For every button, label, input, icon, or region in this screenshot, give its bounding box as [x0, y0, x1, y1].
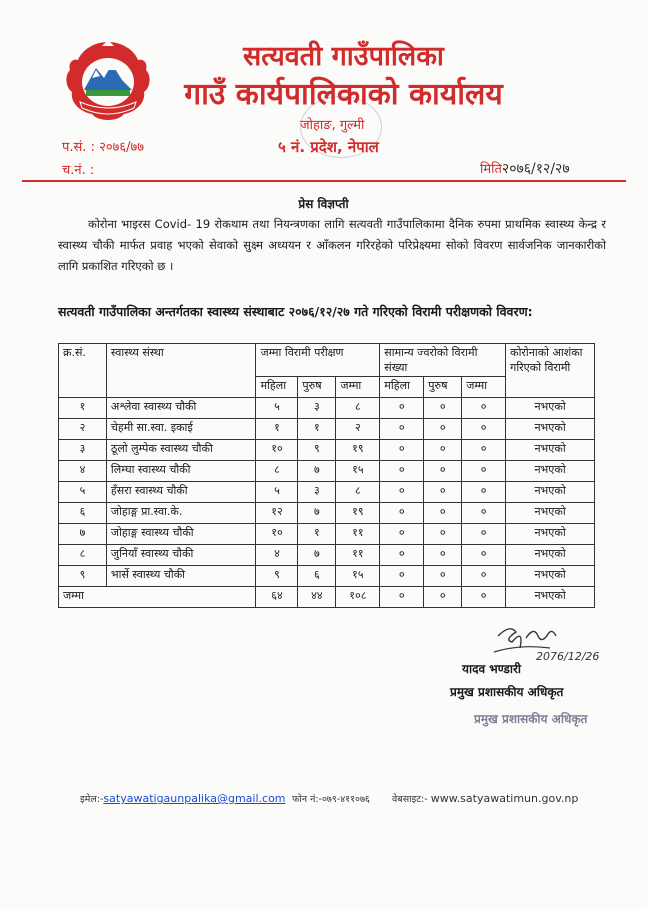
- row-female: ८: [256, 461, 298, 482]
- designation-stamp: प्रमुख प्रशासकीय अधिकृत: [474, 712, 588, 726]
- signer-name: यादव भण्डारी: [462, 662, 521, 676]
- row-female: ४: [256, 545, 298, 566]
- row-fever-male: ०: [424, 440, 462, 461]
- row-total: २: [336, 419, 380, 440]
- row-fever-male: ०: [424, 524, 462, 545]
- table-row: [59, 419, 595, 440]
- row-male: ३: [298, 398, 336, 419]
- total-corona: नभएको: [506, 587, 595, 608]
- header-divider: [22, 180, 626, 182]
- row-fever-male: ०: [424, 461, 462, 482]
- header-total-examined: जम्मा विरामी परीक्षण: [256, 344, 380, 377]
- table-row: [59, 566, 595, 587]
- row-male: ६: [298, 566, 336, 587]
- row-female: १०: [256, 524, 298, 545]
- address-line1: जोहाङ, गुल्मी: [300, 118, 365, 133]
- footer-phone: फोन नं:-०७९-४११०७६: [292, 794, 370, 805]
- row-fever-male: ०: [424, 503, 462, 524]
- website-label: वेबसाइट:-: [392, 794, 428, 805]
- total-male: ४४: [298, 587, 336, 608]
- website-link[interactable]: www.satyawatimun.gov.np: [430, 792, 579, 805]
- row-total: ११: [336, 524, 380, 545]
- row-institution: ठूलो लुम्पेक स्वास्थ्य चौकी: [106, 440, 256, 461]
- header-total: जम्मा: [462, 377, 506, 398]
- row-fever-total: ०: [462, 398, 506, 419]
- row-female: १: [256, 419, 298, 440]
- row-fever-total: ०: [462, 461, 506, 482]
- patient-examination-table: [58, 343, 595, 608]
- row-fever-total: ०: [462, 566, 506, 587]
- row-fever-male: ०: [424, 398, 462, 419]
- email-link[interactable]: satyawatigaunpalika@gmail.com: [103, 792, 286, 805]
- table-row: [59, 545, 595, 566]
- row-fever-female: ०: [380, 461, 424, 482]
- dispatch-number: च.नं. :: [62, 163, 95, 178]
- row-male: ७: [298, 461, 336, 482]
- table-title: सत्यवती गाउँपालिका अन्तर्गतका स्वास्थ्य संस्थाबाट २०७६/१२/२७ गते गरिएको विरामी परीक्षणको विवरण:: [58, 304, 533, 319]
- row-sn: २: [59, 419, 107, 440]
- row-fever-female: ०: [380, 482, 424, 503]
- row-male: १: [298, 419, 336, 440]
- table-row: [59, 440, 595, 461]
- signer-title: प्रमुख प्रशासकीय अधिकृत: [450, 685, 564, 699]
- total-fever-female: ०: [380, 587, 424, 608]
- header-institution: स्वास्थ्य संस्था: [106, 344, 256, 398]
- row-institution: लिम्घा स्वास्थ्य चौकी: [106, 461, 256, 482]
- header-fever-patients: सामान्य ज्वरोको विरामी संख्या: [380, 344, 506, 377]
- total-female: ६४: [256, 587, 298, 608]
- row-fever-female: ०: [380, 503, 424, 524]
- header-female: महिला: [380, 377, 424, 398]
- total-label: जम्मा: [59, 587, 256, 608]
- table-row: [59, 461, 595, 482]
- letter-number: प.सं. : २०७६/७७: [62, 140, 145, 155]
- row-corona: नभएको: [506, 482, 595, 503]
- row-institution: भार्से स्वास्थ्य चौकी: [106, 566, 256, 587]
- row-corona: नभएको: [506, 398, 595, 419]
- row-total: ८: [336, 398, 380, 419]
- header-corona-suspect: कोरोनाको आशंका गरिएको विरामी: [506, 344, 595, 398]
- row-sn: ६: [59, 503, 107, 524]
- row-male: ७: [298, 503, 336, 524]
- signature-date: 2076/12/26: [536, 650, 600, 663]
- table-total-row: [59, 587, 595, 608]
- handwritten-signature: [490, 618, 605, 666]
- row-corona: नभएको: [506, 419, 595, 440]
- row-institution: हँसरा स्वास्थ्य चौकी: [106, 482, 256, 503]
- row-total: ८: [336, 482, 380, 503]
- row-fever-male: ०: [424, 482, 462, 503]
- date-value: २०७६/१२/२७: [501, 161, 570, 177]
- row-sn: ८: [59, 545, 107, 566]
- row-male: ९: [298, 440, 336, 461]
- row-corona: नभएको: [506, 503, 595, 524]
- row-institution: चेहमी सा.स्वा. इकाई: [106, 419, 256, 440]
- header-male: पुरुष: [424, 377, 462, 398]
- email-label: इमेल:-: [80, 794, 104, 805]
- row-corona: नभएको: [506, 461, 595, 482]
- press-release-paragraph: कोरोना भाइरस Covid- 19 रोकथाम तथा नियन्त्रणका लागि सत्यवती गाउँपालिकामा दैनिक रुपमा प्राथमिक स्वास्थ्य केन्द्र र स्वास्थ्य चौकी मार्फत प्रवाह भएको सेवाको सुक्ष्म अध्ययन र आँकलन गरिरहेको परिप्रेक्ष्यमा सोको विवरण सार्वजनिक जानकारीको लागि प्रकाशित गरिएको छ ।: [58, 217, 606, 273]
- row-sn: १: [59, 398, 107, 419]
- row-sn: ३: [59, 440, 107, 461]
- footer-email: [80, 792, 286, 805]
- row-corona: नभएको: [506, 440, 595, 461]
- date-field: [480, 159, 570, 178]
- header-male: पुरुष: [298, 377, 336, 398]
- row-corona: नभएको: [506, 545, 595, 566]
- office-title-line2: गाउँ कार्यपालिकाको कार्यालय: [184, 77, 503, 112]
- address-line2: ५ नं. प्रदेश, नेपाल: [278, 138, 379, 156]
- row-fever-female: ०: [380, 398, 424, 419]
- row-sn: ९: [59, 566, 107, 587]
- header-total: जम्मा: [336, 377, 380, 398]
- row-fever-total: ०: [462, 503, 506, 524]
- row-total: १९: [336, 503, 380, 524]
- header-sn: क्र.सं.: [59, 344, 107, 398]
- row-institution: अश्लेवा स्वास्थ्य चौकी: [106, 398, 256, 419]
- table-row: [59, 503, 595, 524]
- table-row: [59, 398, 595, 419]
- table-row: [59, 524, 595, 545]
- row-total: १९: [336, 440, 380, 461]
- row-institution: जुनियाँ स्वास्थ्य चौकी: [106, 545, 256, 566]
- row-male: ७: [298, 545, 336, 566]
- row-fever-male: ०: [424, 419, 462, 440]
- row-female: ५: [256, 398, 298, 419]
- office-title-line1: सत्यवती गाउँपालिका: [243, 41, 444, 72]
- row-female: ९: [256, 566, 298, 587]
- row-fever-male: ०: [424, 566, 462, 587]
- row-male: १: [298, 524, 336, 545]
- row-fever-male: ०: [424, 545, 462, 566]
- row-institution: जोहाङ्ग स्वास्थ्य चौकी: [106, 524, 256, 545]
- row-male: ३: [298, 482, 336, 503]
- row-total: १५: [336, 566, 380, 587]
- total-fever-male: ०: [424, 587, 462, 608]
- row-female: १०: [256, 440, 298, 461]
- row-sn: ४: [59, 461, 107, 482]
- total-fever-total: ०: [462, 587, 506, 608]
- row-fever-total: ०: [462, 482, 506, 503]
- row-corona: नभएको: [506, 524, 595, 545]
- row-corona: नभएको: [506, 566, 595, 587]
- row-fever-total: ०: [462, 419, 506, 440]
- row-fever-total: ०: [462, 440, 506, 461]
- header-female: महिला: [256, 377, 298, 398]
- date-label: मिति: [480, 162, 502, 177]
- row-fever-female: ०: [380, 566, 424, 587]
- row-female: ५: [256, 482, 298, 503]
- row-sn: ७: [59, 524, 107, 545]
- row-fever-female: ०: [380, 440, 424, 461]
- press-release-heading: प्रेस विज्ञप्ती: [298, 197, 349, 211]
- row-fever-total: ०: [462, 545, 506, 566]
- row-institution: जोहाङ्ग प्रा.स्वा.के.: [106, 503, 256, 524]
- table-row: [59, 482, 595, 503]
- row-total: ११: [336, 545, 380, 566]
- row-fever-female: ०: [380, 419, 424, 440]
- row-total: १५: [336, 461, 380, 482]
- total-total: १०८: [336, 587, 380, 608]
- row-fever-female: ०: [380, 545, 424, 566]
- row-fever-female: ०: [380, 524, 424, 545]
- row-sn: ५: [59, 482, 107, 503]
- row-female: १२: [256, 503, 298, 524]
- footer-website: [392, 792, 578, 805]
- row-fever-total: ०: [462, 524, 506, 545]
